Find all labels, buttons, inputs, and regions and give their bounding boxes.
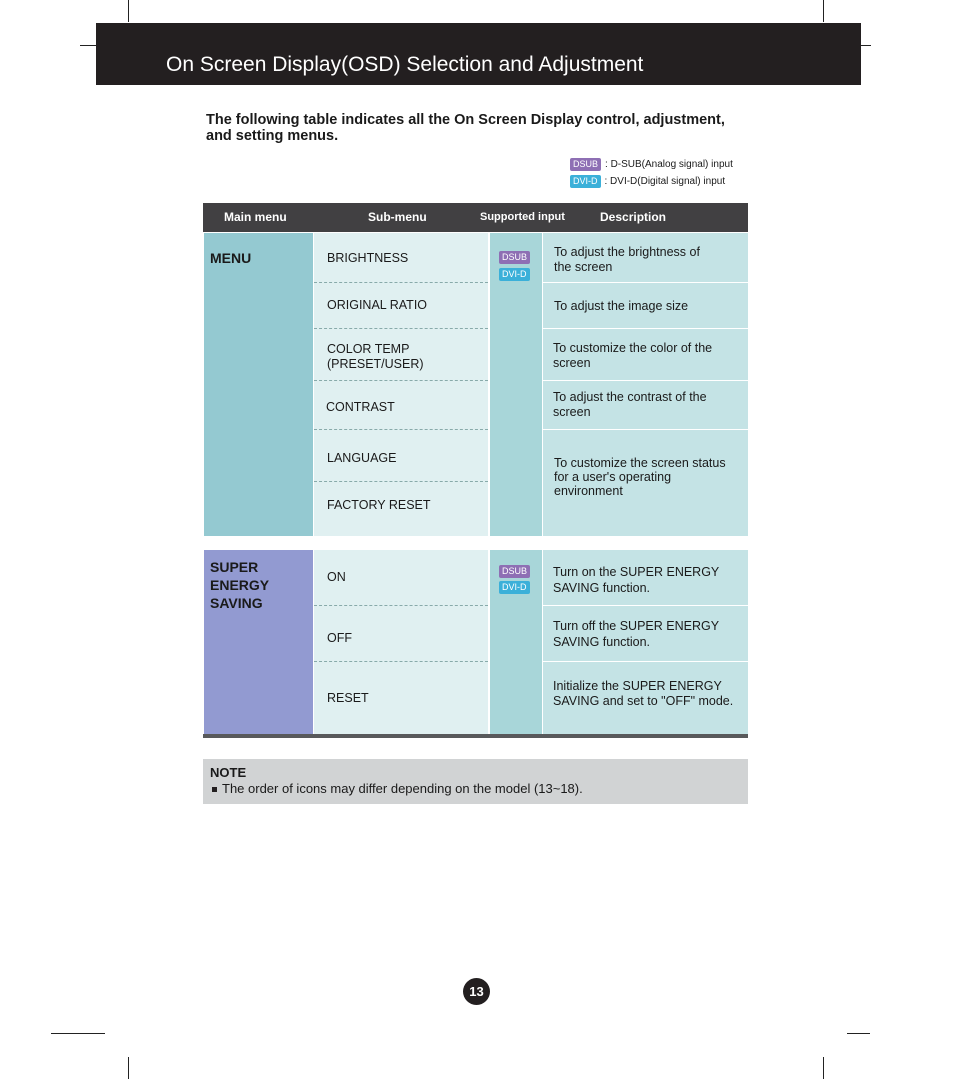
legend-dvid-text: : DVI-D(Digital signal) input xyxy=(604,176,726,187)
note-title: NOTE xyxy=(210,765,247,780)
description-text: Initialize the SUPER ENERGY SAVING and set to "OFF" mode. xyxy=(553,679,734,708)
header-bar xyxy=(96,23,861,85)
description-text: To adjust the contrast of the screen xyxy=(553,390,707,419)
note-text: The order of icons may differ depending on the model (13~18). xyxy=(222,781,583,796)
submenu-label: LANGUAGE xyxy=(327,451,397,465)
main-menu-label: SUPER ENERGY SAVING xyxy=(210,559,270,611)
header-supported-input: Supported input xyxy=(480,211,565,223)
submenu-label: CONTRAST xyxy=(326,400,395,414)
dsub-badge: DSUB xyxy=(499,565,530,578)
header-description: Description xyxy=(600,210,667,224)
submenu-label: ORIGINAL RATIO xyxy=(327,298,428,312)
description-text: To adjust the image size xyxy=(554,299,689,313)
page-number: 13 xyxy=(463,978,490,1005)
crop-mark xyxy=(128,0,129,22)
dvid-badge: DVI-D xyxy=(499,581,530,594)
submenu-label: BRIGHTNESS xyxy=(327,251,409,265)
crop-mark xyxy=(861,45,871,46)
intro-text: The following table indicates all the On Screen Display control, adjustment, and setting menus. xyxy=(206,112,725,144)
description-row xyxy=(543,550,748,606)
description-row xyxy=(543,430,748,536)
submenu-label: ON xyxy=(327,570,346,584)
dsub-badge: DSUB xyxy=(570,158,601,171)
description-row xyxy=(543,233,748,283)
submenu-row xyxy=(314,381,488,430)
legend-dsub-text: : D-SUB(Analog signal) input xyxy=(605,159,733,170)
description-row xyxy=(543,662,748,734)
description-text: To customize the screen status for a user's operating environment xyxy=(554,456,726,498)
submenu-label: RESET xyxy=(327,691,369,705)
description-row xyxy=(543,606,748,662)
submenu-row xyxy=(314,430,488,482)
submenu-row xyxy=(314,482,488,536)
dsub-badge: DSUB xyxy=(499,251,530,264)
table-header xyxy=(203,203,748,232)
supported-input-cell xyxy=(490,233,542,536)
crop-mark xyxy=(51,1033,105,1034)
main-menu-cell xyxy=(204,550,313,734)
description-row xyxy=(543,283,748,329)
submenu-label: COLOR TEMP (PRESET/USER) xyxy=(327,342,424,371)
main-menu-cell xyxy=(204,233,313,536)
table-bottom-rule xyxy=(203,734,748,738)
header-sub-menu: Sub-menu xyxy=(368,210,427,224)
description-text: Turn on the SUPER ENERGY SAVING function. xyxy=(553,565,720,595)
header-main-menu: Main menu xyxy=(224,210,287,224)
supported-input-cell xyxy=(490,550,542,734)
submenu-row xyxy=(314,606,488,662)
description-text: To adjust the brightness of the screen xyxy=(554,245,700,274)
submenu-row xyxy=(314,550,488,606)
description-row xyxy=(543,329,748,381)
description-text: To customize the color of the screen xyxy=(553,341,713,370)
legend-dsub xyxy=(570,158,733,171)
submenu-row xyxy=(314,329,488,381)
submenu-label: FACTORY RESET xyxy=(327,498,431,512)
bullet-icon xyxy=(212,787,217,792)
dvid-badge: DVI-D xyxy=(499,268,530,281)
submenu-row xyxy=(314,233,488,283)
crop-mark xyxy=(847,1033,870,1034)
legend-dvid xyxy=(570,175,725,188)
note-box xyxy=(203,759,748,804)
submenu-label: OFF xyxy=(327,631,352,645)
description-row xyxy=(543,381,748,430)
dvid-badge: DVI-D xyxy=(570,175,601,188)
submenu-row xyxy=(314,283,488,329)
crop-mark xyxy=(128,1057,129,1079)
page-title: On Screen Display(OSD) Selection and Adjustment xyxy=(166,53,644,76)
submenu-row xyxy=(314,662,488,734)
main-menu-label: MENU xyxy=(210,250,252,266)
crop-mark xyxy=(823,0,824,22)
description-text: Turn off the SUPER ENERGY SAVING function. xyxy=(553,619,720,649)
crop-mark xyxy=(823,1057,824,1079)
crop-mark xyxy=(80,45,96,46)
